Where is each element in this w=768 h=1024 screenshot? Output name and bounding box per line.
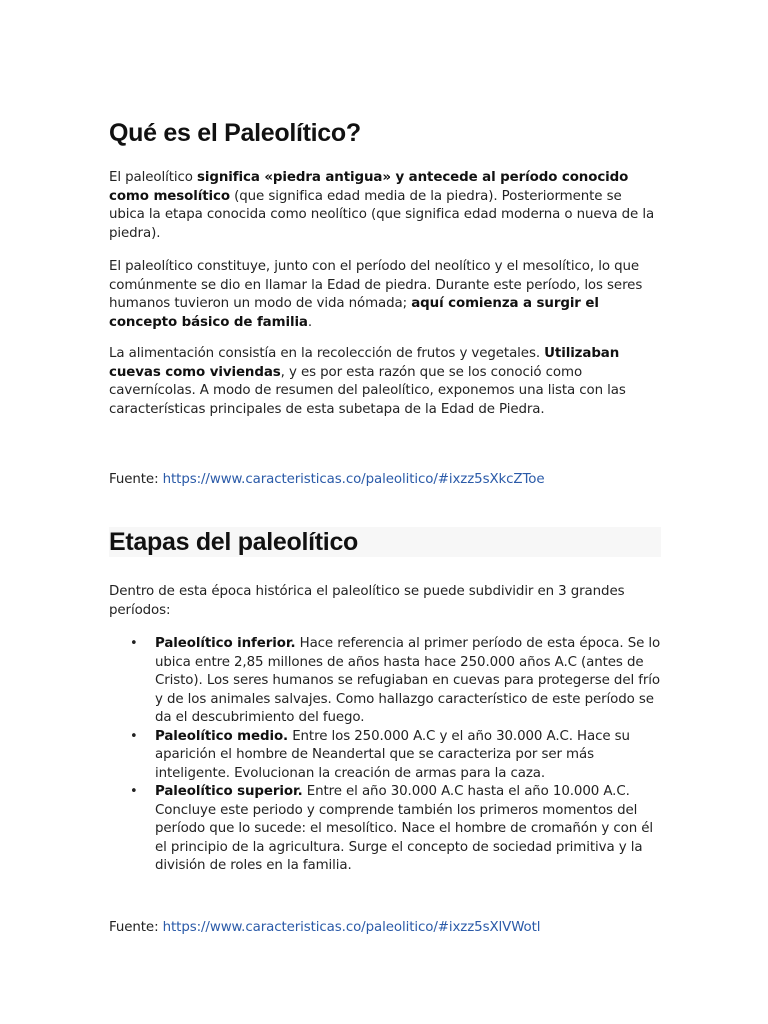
paragraph-bold-text: aquí comienza a surgir el concepto básico de familia: [109, 296, 599, 330]
heading-etapas-del-paleolitico: Etapas del paleolítico: [109, 528, 359, 556]
paragraph-text: .: [307, 314, 313, 330]
list-item-text: Entre los 250.000 A.C y el año 30.000 A.C. Hace su aparición el hombre de Neandertal que se caracteriza por ser más inteligente. Evolucionan la creación de armas para la caza.: [155, 728, 630, 781]
paragraph-text: (que significa edad media de la piedra). Posteriormente se ubica la etapa conocida como neolítico (que significa edad moderna o nueva de la piedra).: [109, 188, 655, 241]
bullet-icon: •: [130, 636, 138, 651]
list-item-title: Paleolítico superior.: [155, 784, 303, 799]
paragraph-text: El paleolítico: [109, 170, 198, 185]
list-item-inferior: [109, 635, 661, 728]
paragraph-intro-etapas: Dentro de esta época histórica el paleolítico se puede subdividir en 3 grandes períodos:: [109, 584, 625, 618]
heading-etapas-container: [109, 527, 661, 557]
source-label: Fuente:: [109, 920, 163, 935]
paragraph-text: La alimentación consistía en la recolección de frutos y vegetales.: [109, 346, 545, 361]
paragraph-bold-text: Utilizaban cuevas como viviendas: [109, 346, 620, 380]
list-item-text: Entre el año 30.000 A.C hasta el año 10.000 A.C. Concluye este periodo y comprende también los primeros momentos del período que lo sucede: el mesolítico. Nace el hombre de cromañón y con él el principio de la agricultura. Surge el concepto de sociedad primitiva y la división de roles en la familia.: [155, 784, 654, 873]
list-item-title: Paleolítico medio.: [155, 728, 289, 744]
list-item-medio: [109, 728, 661, 784]
list-item-text: Hace referencia al primer período de esta época. Se lo ubica entre 2,85 millones de años hasta hace 250.000 años A.C (antes de Cristo). Los seres humanos se refugiaban en cuevas para protegerse del frío y de los animales salvajes. Como hallazgo característico de este período se da el descubrimiento del fuego.: [155, 636, 661, 725]
paragraph-alimentacion: [109, 345, 661, 419]
paragraph-bold-text: significa «piedra antigua» y antecede al período conocido como mesolítico: [109, 170, 629, 204]
list-item-title: Paleolítico inferior.: [155, 636, 296, 651]
source-line-2: [109, 919, 540, 938]
source-label: Fuente:: [109, 472, 163, 487]
paragraph-text: , y es por esta razón que se los conoció como cavernícolas. A modo de resumen del paleolítico, exponemos una lista con las características principales de esta subetapa de la Edad de Piedra.: [109, 364, 626, 417]
heading-que-es-paleolitico: Qué es el Paleolítico?: [109, 119, 361, 147]
paragraph-definition: [109, 169, 661, 243]
source-link[interactable]: https://www.caracteristicas.co/paleolitico/#ixzz5sXkcZToe: [162, 472, 545, 487]
bullet-icon: •: [130, 784, 138, 799]
paragraph-text: El paleolítico constituye, junto con el período del neolítico y el mesolítico, lo que comúnmente se dio en llamar la Edad de piedra. Durante este período, los seres humanos tuvieron un modo de vida nómada;: [109, 259, 643, 311]
etapas-list: [109, 635, 661, 876]
list-item-superior: [109, 783, 661, 876]
source-line-1: [109, 471, 545, 490]
paragraph-edad-de-piedra: [109, 258, 661, 332]
bullet-icon: •: [130, 728, 138, 744]
source-link[interactable]: https://www.caracteristicas.co/paleolitico/#ixzz5sXlVWotl: [162, 920, 541, 935]
